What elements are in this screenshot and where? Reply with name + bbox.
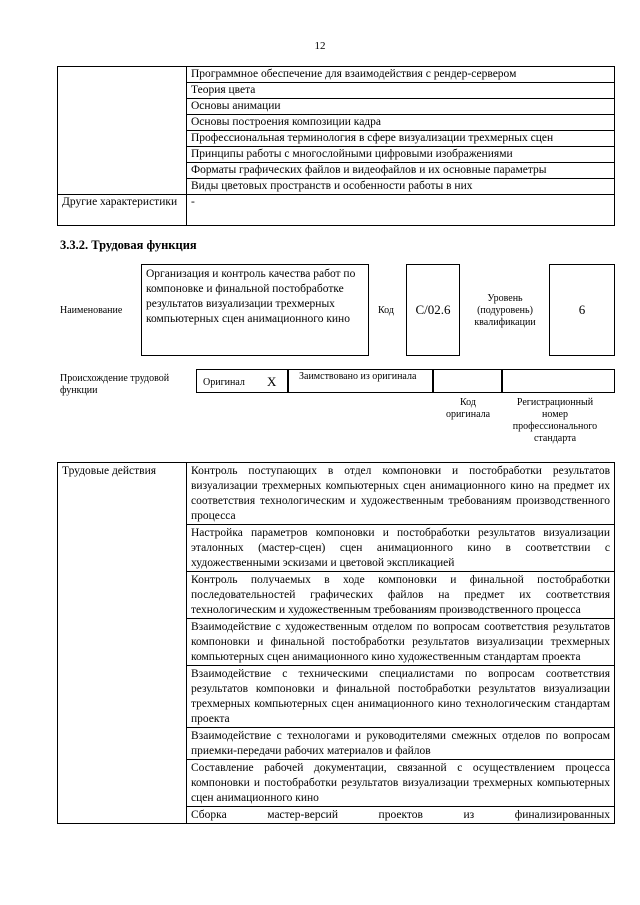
knowledge-label-cell: [58, 67, 187, 195]
origin-label: Происхождение трудовой функции: [60, 373, 170, 396]
section-heading: 3.3.2. Трудовая функция: [60, 238, 197, 252]
origin-code-caption: Код оригинала: [445, 397, 491, 420]
knowledge-item: Профессиональная терминология в сфере визуализации трехмерных сцен: [187, 131, 615, 147]
other-characteristics-value: -: [187, 195, 615, 226]
action-item: Контроль поступающих в отдел компоновки и постобработки результатов визуализации трехмерных компьютерных сцен анимационного кино на предмет их соответствия технологическим и художественным требованиям производственного процесса: [187, 463, 615, 525]
actions-label: Трудовые действия: [58, 463, 187, 824]
borrowed-label: Заимствовано из оригинала: [299, 371, 417, 382]
origin-reg-cell: [502, 369, 615, 393]
action-item: Сборка мастер-версий проектов из финализированных: [187, 807, 615, 824]
action-item: Настройка параметров компоновки и постобработки результатов визуализации эталонных (мастер-сцен) сцен анимационного кино в соответствии с художественными эскизами и цветовой экспликацией: [187, 525, 615, 572]
function-code-value: C/02.6: [415, 302, 451, 317]
knowledge-item: Теория цвета: [187, 83, 615, 99]
knowledge-table: [57, 66, 615, 226]
origin-code-cell: [433, 369, 502, 393]
action-item: Взаимодействие с технологами и руководителями смежных отделов по вопросам приемки-передачи рабочих материалов и файлов: [187, 728, 615, 760]
origin-reg-caption: Регистрационный номер профессионального стандарта: [512, 397, 598, 444]
other-characteristics-label: Другие характеристики: [58, 195, 187, 226]
knowledge-item: Виды цветовых пространств и особенности работы в них: [187, 179, 615, 195]
knowledge-item: Основы построения композиции кадра: [187, 115, 615, 131]
knowledge-item: Принципы работы с многослойными цифровыми изображениями: [187, 147, 615, 163]
action-item: Составление рабочей документации, связанной с осуществлением процесса компоновки и постобработки результатов визуализации трехмерных компьютерных сцен анимационного кино: [187, 760, 615, 807]
original-mark: X: [267, 374, 277, 389]
knowledge-item: Основы анимации: [187, 99, 615, 115]
knowledge-item: Форматы графических файлов и видеофайлов и их основные параметры: [187, 163, 615, 179]
knowledge-item: Программное обеспечение для взаимодействия с рендер-сервером: [187, 67, 615, 83]
level-label: Уровень (подуровень) квалификации: [474, 293, 536, 328]
action-item: Контроль получаемых в ходе компоновки и финальной постобработки последовательностей графических файлов на предмет их соответствия технологическим и художественным требованиям производственного процесса: [187, 572, 615, 619]
function-code-box: [406, 264, 460, 356]
page-number: 12: [314, 40, 326, 52]
action-item: Взаимодействие с техническими специалистами по вопросам соответствия результатов компоновки и финальной постобработки результатов визуализации трехмерных компьютерных сцен анимационного кино технологическим стандартам проекта: [187, 666, 615, 728]
name-label: Наименование: [60, 305, 123, 316]
level-value: 6: [578, 302, 586, 317]
actions-table: [57, 462, 615, 824]
level-box: [549, 264, 615, 356]
function-name-box: Организация и контроль качества работ по компоновке и финальной постобработке результатов визуализации трехмерных компьютерных сцен анимационного кино: [141, 264, 369, 356]
code-label: Код: [378, 305, 394, 316]
original-label: Оригинал: [203, 377, 245, 388]
original-cell: [196, 369, 288, 393]
borrowed-cell: [288, 369, 433, 393]
action-item: Взаимодействие с художественным отделом по вопросам соответствия результатов компоновки и финальной постобработки результатов визуализации трехмерных компьютерных сцен анимационного кино художественным стандартам проекта: [187, 619, 615, 666]
